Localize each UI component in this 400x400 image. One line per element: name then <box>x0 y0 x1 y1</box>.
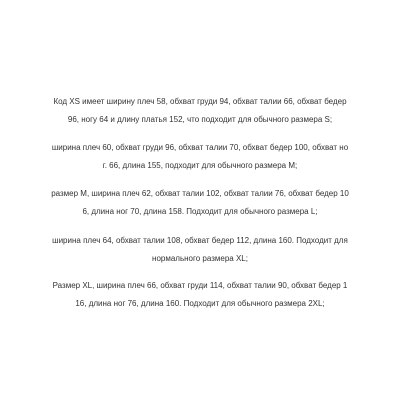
paragraph-line: Размер XL, ширина плеч 66, обхват груди 114, обхват талии 90, обхват бедер 1 <box>52 281 348 290</box>
paragraph-line: 6, длина ног 70, длина 158. Подходит для обычного размера L; <box>82 207 318 216</box>
paragraph-line: ширина плеч 60, обхват груди 96, обхват талии 70, обхват бедер 100, обхват но <box>51 143 349 152</box>
paragraph-line: 96, ногу 64 и длину платья 152, что подходит для обычного размера S; <box>67 115 333 124</box>
paragraph-line: нормального размера XL; <box>152 254 248 263</box>
size-l-paragraph <box>0 232 400 268</box>
size-xl-paragraph <box>0 277 400 313</box>
size-m-paragraph <box>0 185 400 221</box>
paragraph-line: г. 66, длина 155, подходит для обычного размера M; <box>102 161 298 170</box>
paragraph-line: Код XS имеет ширину плеч 58, обхват груди 94, обхват талии 66, обхват бедер <box>53 97 347 106</box>
paragraph-line: размер M, ширина плеч 62, обхват талии 102, обхват талии 76, обхват бедер 10 <box>51 189 349 198</box>
size-xs-paragraph <box>0 93 400 129</box>
paragraph-line: ширина плеч 64, обхват талии 108, обхват бедер 112, длина 160. Подходит для <box>52 236 348 245</box>
size-s-paragraph <box>0 139 400 175</box>
paragraph-line: 16, длина ног 76, длина 160. Подходит для обычного размера 2XL; <box>75 299 325 308</box>
